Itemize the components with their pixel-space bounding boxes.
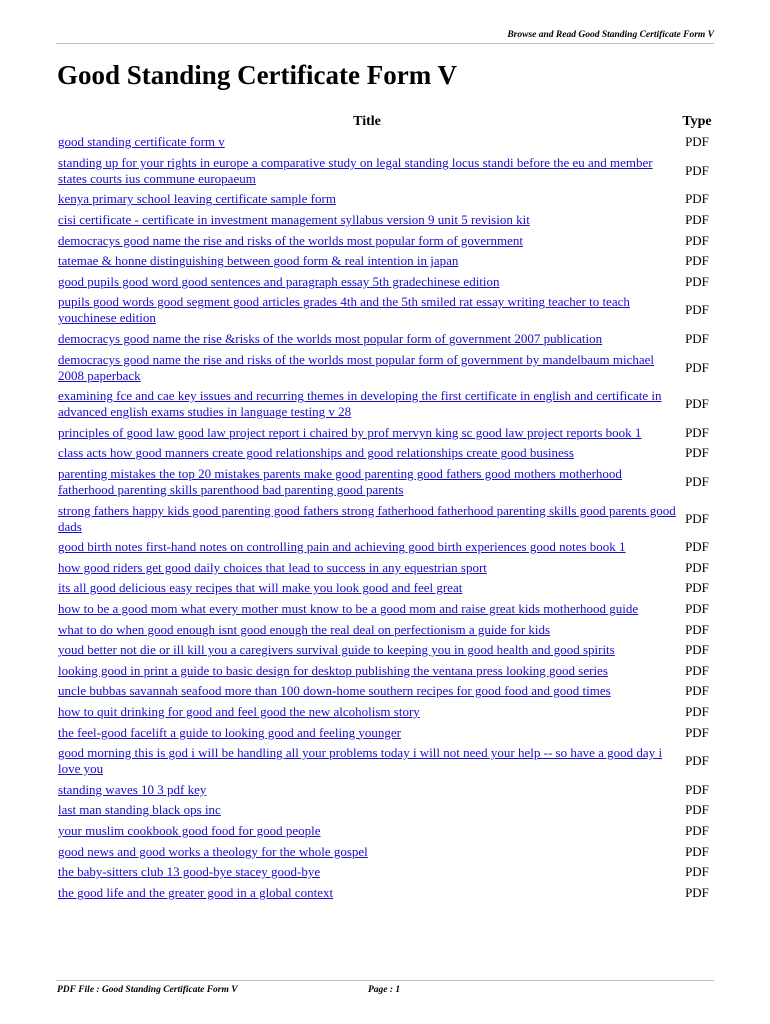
row-title-cell [58, 725, 676, 741]
row-type-cell: PDF [685, 802, 709, 818]
row-title-cell [58, 663, 676, 679]
row-title-cell [58, 425, 676, 441]
row-type-cell: PDF [685, 662, 709, 678]
document-link[interactable]: class acts how good manners create good relationships and good relationships create good business [58, 445, 574, 461]
header-divider [56, 43, 714, 44]
table-row [58, 702, 718, 723]
table-row [58, 537, 718, 558]
footer-file-label: PDF File : Good Standing Certificate Form V [57, 985, 238, 995]
table-row [58, 153, 718, 190]
table-row [58, 443, 718, 464]
document-link[interactable]: uncle bubbas savannah seafood more than 100 down-home southern recipes for good food and good times [58, 683, 611, 699]
row-type-cell: PDF [685, 273, 709, 289]
row-title-cell [58, 683, 676, 699]
table-row [58, 640, 718, 661]
row-type-cell: PDF [685, 331, 709, 347]
document-link[interactable]: pupils good words good segment good articles grades 4th and the 5th smiled rat essay writing teacher to teach youchinese edition [58, 294, 630, 326]
row-title-cell [58, 580, 676, 596]
row-type-cell: PDF [685, 683, 709, 699]
row-title-cell [58, 233, 676, 249]
table-row [58, 558, 718, 579]
row-title-cell [58, 864, 676, 880]
row-title-cell [58, 253, 676, 269]
row-title-cell [58, 704, 676, 720]
table-row [58, 329, 718, 350]
row-type-cell: PDF [685, 559, 709, 575]
table-row [58, 821, 718, 842]
table-body [58, 132, 718, 903]
running-header: Browse and Read Good Standing Certificate Form V [507, 30, 714, 40]
table-row [58, 272, 718, 293]
table-row [58, 743, 718, 780]
document-link[interactable]: what to do when good enough isnt good enough the real deal on perfectionism a guide for kids [58, 621, 551, 637]
row-type-cell: PDF [685, 359, 709, 375]
row-type-cell: PDF [685, 621, 709, 637]
row-type-cell: PDF [685, 781, 709, 797]
table-row [58, 722, 718, 743]
row-title-cell [58, 844, 676, 860]
row-title-cell [58, 622, 676, 638]
document-link[interactable]: strong fathers happy kids good parenting good fathers strong fatherhood fatherhood parenting skills good parents good dads [58, 502, 676, 534]
column-header-type: Type [682, 114, 712, 129]
row-type-cell: PDF [685, 539, 709, 555]
document-link[interactable]: the feel-good facelift a guide to looking good and feeling younger [58, 724, 401, 740]
document-link[interactable]: examining fce and cae key issues and recurring themes in developing the first certificate in english and certificate in advanced english exams studies in language testing v 28 [58, 388, 662, 420]
table-row [58, 882, 718, 903]
row-title-cell [58, 212, 676, 228]
document-link[interactable]: parenting mistakes the top 20 mistakes parents make good parenting good fathers good mothers motherhood fatherhood parenting skills parenthood bad parenting good parents [58, 466, 622, 498]
table-header-row [58, 112, 718, 132]
row-title-cell [58, 294, 676, 326]
row-type-cell: PDF [685, 580, 709, 596]
table-row [58, 681, 718, 702]
document-link[interactable]: good birth notes first-hand notes on controlling pain and achieving good birth experiences good notes book 1 [58, 539, 626, 555]
table-row [58, 500, 718, 537]
document-link[interactable]: standing up for your rights in europe a comparative study on legal standing locus standi before the eu and member states courts ius commune europaeum [58, 154, 653, 186]
row-type-cell: PDF [685, 474, 709, 490]
row-title-cell [58, 560, 676, 576]
row-title-cell [58, 134, 676, 150]
table-row [58, 862, 718, 883]
table-row [58, 132, 718, 153]
document-title: Good Standing Certificate Form V [57, 60, 457, 90]
document-link[interactable]: last man standing black ops inc [58, 802, 221, 818]
row-type-cell: PDF [685, 884, 709, 900]
row-type-cell: PDF [685, 212, 709, 228]
document-link[interactable]: how to be a good mom what every mother must know to be a good mom and raise great kids motherhood guide [58, 600, 639, 616]
document-link[interactable]: its all good delicious easy recipes that will make you look good and feel great [58, 580, 463, 596]
document-link[interactable]: how to quit drinking for good and feel good the new alcoholism story [58, 703, 420, 719]
table-row [58, 660, 718, 681]
table-row [58, 464, 718, 501]
document-link[interactable]: democracys good name the rise and risks of the worlds most popular form of government by mandelbaum michael 2008 paperback [58, 351, 655, 383]
document-link[interactable]: principles of good law good law project report i chaired by prof mervyn king sc good law project reports book 1 [58, 424, 642, 440]
table-row [58, 800, 718, 821]
row-title-cell [58, 388, 676, 420]
row-title-cell [58, 191, 676, 207]
row-title-cell [58, 352, 676, 384]
row-type-cell: PDF [685, 703, 709, 719]
row-title-cell [58, 823, 676, 839]
row-type-cell: PDF [685, 302, 709, 318]
row-title-cell [58, 802, 676, 818]
document-link[interactable]: good pupils good word good sentences and paragraph essay 5th gradechinese edition [58, 273, 500, 289]
row-title-cell [58, 885, 676, 901]
table-row [58, 251, 718, 272]
table-row [58, 779, 718, 800]
table-row [58, 292, 718, 329]
row-type-cell: PDF [685, 424, 709, 440]
row-type-cell: PDF [685, 134, 709, 150]
row-title-cell [58, 155, 676, 187]
row-title-cell [58, 642, 676, 658]
table-row [58, 210, 718, 231]
table-row [58, 386, 718, 423]
table-row [58, 189, 718, 210]
row-title-cell [58, 503, 676, 535]
row-title-cell [58, 782, 676, 798]
row-type-cell: PDF [685, 864, 709, 880]
document-link[interactable]: the baby-sitters club 13 good-bye stacey good-bye [58, 864, 321, 880]
row-type-cell: PDF [685, 396, 709, 412]
table-row [58, 841, 718, 862]
row-type-cell: PDF [685, 510, 709, 526]
column-header-title: Title [353, 114, 381, 129]
row-title-cell [58, 331, 676, 347]
row-title-cell [58, 601, 676, 617]
document-link[interactable]: good news and good works a theology for the whole gospel [58, 843, 368, 859]
document-link[interactable]: democracys good name the rise and risks of the worlds most popular form of government [58, 232, 523, 248]
table-row [58, 619, 718, 640]
row-title-cell [58, 539, 676, 555]
document-link[interactable]: kenya primary school leaving certificate sample form [58, 191, 336, 207]
table-row [58, 423, 718, 444]
row-type-cell: PDF [685, 642, 709, 658]
row-type-cell: PDF [685, 724, 709, 740]
footer-divider [56, 980, 714, 981]
document-link[interactable]: democracys good name the rise &risks of the worlds most popular form of government 2007 publication [58, 331, 603, 347]
results-table [58, 112, 718, 903]
table-row [58, 349, 718, 386]
document-link[interactable]: good morning this is god i will be handling all your problems today i will not need your help -- so have a good day i love you [58, 745, 663, 777]
document-link[interactable]: looking good in print a guide to basic design for desktop publishing the ventana press looking good series [58, 662, 608, 678]
row-type-cell: PDF [685, 445, 709, 461]
row-type-cell: PDF [685, 600, 709, 616]
document-link[interactable]: youd better not die or ill kill you a caregivers survival guide to keeping you in good health and good spirits [58, 642, 615, 658]
table-row [58, 599, 718, 620]
row-type-cell: PDF [685, 162, 709, 178]
document-link[interactable]: tatemae & honne distinguishing between good form & real intention in japan [58, 253, 459, 269]
table-row [58, 230, 718, 251]
row-type-cell: PDF [685, 843, 709, 859]
document-link[interactable]: the good life and the greater good in a global context [58, 884, 334, 900]
row-title-cell [58, 466, 676, 498]
footer-page-number: Page : 1 [368, 985, 401, 995]
document-link[interactable]: how good riders get good daily choices that lead to success in any equestrian sport [58, 559, 487, 575]
table-row [58, 578, 718, 599]
row-title-cell [58, 745, 676, 777]
document-link[interactable]: standing waves 10 3 pdf key [58, 781, 207, 797]
row-type-cell: PDF [685, 253, 709, 269]
document-link[interactable]: cisi certificate - certificate in investment management syllabus version 9 unit 5 revision kit [58, 212, 530, 228]
row-type-cell: PDF [685, 191, 709, 207]
document-link[interactable]: good standing certificate form v [58, 134, 225, 150]
row-type-cell: PDF [685, 232, 709, 248]
row-type-cell: PDF [685, 822, 709, 838]
row-type-cell: PDF [685, 753, 709, 769]
row-title-cell [58, 274, 676, 290]
document-link[interactable]: your muslim cookbook good food for good people [58, 822, 321, 838]
row-title-cell [58, 445, 676, 461]
